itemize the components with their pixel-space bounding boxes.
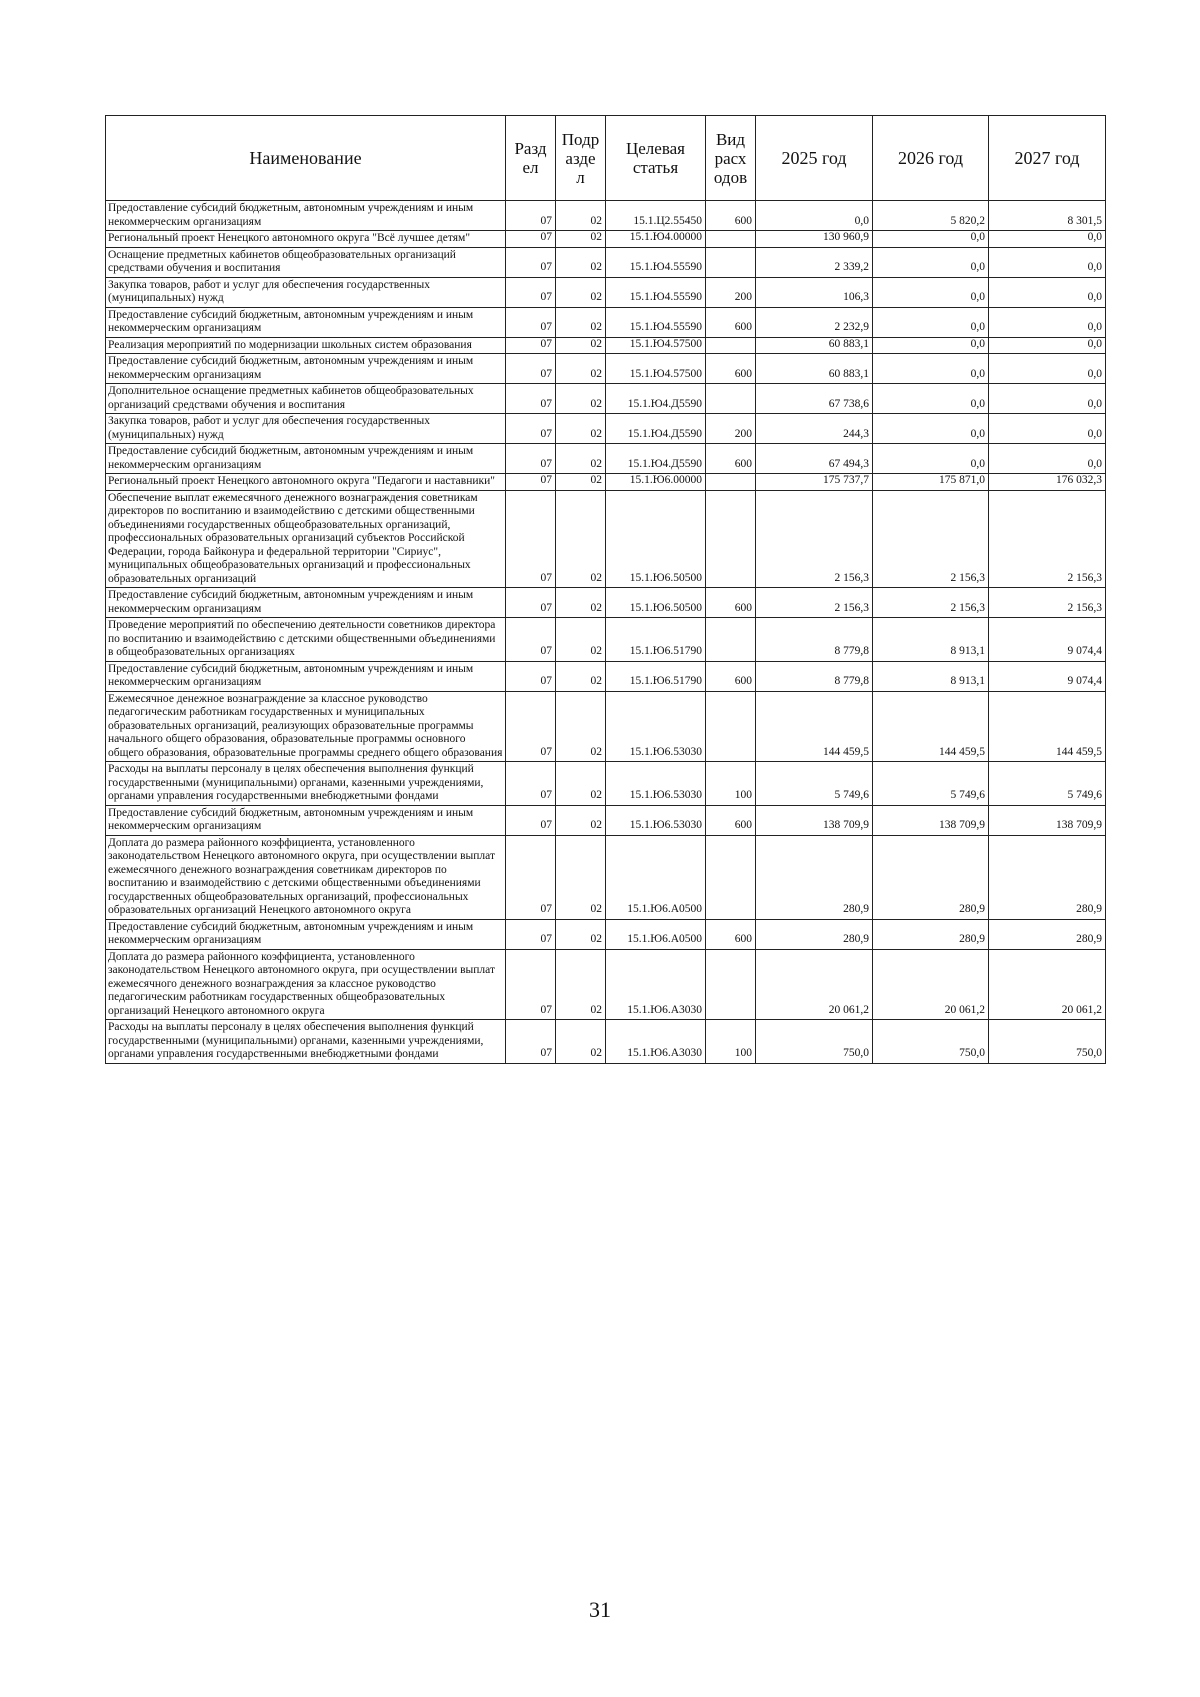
row-razdel: 07	[506, 661, 556, 691]
header-article-label: Целевая статья	[625, 139, 686, 177]
row-vid	[706, 490, 756, 588]
row-2026: 5 820,2	[873, 201, 989, 231]
header-razdel	[506, 116, 556, 201]
row-article: 15.1.Ю6.53030	[606, 805, 706, 835]
row-podrazdel: 02	[556, 588, 606, 618]
row-name: Обеспечение выплат ежемесячного денежного вознаграждения советникам директоров по воспитанию и взаимодействию с детскими общественными объединениями государственных общеобразовательных организаций, профессиональных образовательных организаций субъектов Российской Федерации, города Байконура и федеральной территории "Сириус", муниципальных общеобразовательных организаций и профессиональных образовательных организаций	[106, 490, 506, 588]
row-2025: 8 779,8	[756, 661, 873, 691]
row-2027: 2 156,3	[989, 490, 1106, 588]
table-row	[106, 919, 1106, 949]
row-vid: 600	[706, 307, 756, 337]
row-article: 15.1.Ю4.00000	[606, 231, 706, 248]
row-podrazdel: 02	[556, 490, 606, 588]
row-2027: 138 709,9	[989, 805, 1106, 835]
row-2026: 8 913,1	[873, 618, 989, 662]
row-2026: 0,0	[873, 307, 989, 337]
header-article	[606, 116, 706, 201]
row-name: Доплата до размера районного коэффициента, установленного законодательством Ненецкого автономного округа, при осуществлении выплат ежемесячного денежного вознаграждения советникам директоров по воспитанию и взаимодействию с детскими общественными объединениями государственных общеобразовательных организаций, профессиональных образовательных организаций Ненецкого автономного округа	[106, 835, 506, 919]
table-row	[106, 762, 1106, 806]
header-podrazdel	[556, 116, 606, 201]
row-name: Предоставление субсидий бюджетным, автономным учреждениям и иным некоммерческим организациям	[106, 307, 506, 337]
row-2025: 244,3	[756, 414, 873, 444]
row-article: 15.1.Ю6.50500	[606, 490, 706, 588]
table-header	[106, 116, 1106, 201]
table-row	[106, 444, 1106, 474]
row-2025: 2 232,9	[756, 307, 873, 337]
row-article: 15.1.Ю4.Д5590	[606, 444, 706, 474]
row-article: 15.1.Ю6.50500	[606, 588, 706, 618]
row-name: Закупка товаров, работ и услуг для обеспечения государственных (муниципальных) нужд	[106, 277, 506, 307]
row-2025: 0,0	[756, 201, 873, 231]
row-article: 15.1.Ю4.55590	[606, 307, 706, 337]
row-razdel: 07	[506, 337, 556, 354]
row-name: Расходы на выплаты персоналу в целях обеспечения выполнения функций государственными (муниципальными) органами, казенными учреждениями, органами управления государственными внебюджетными фондами	[106, 762, 506, 806]
row-article: 15.1.Ю6.А0500	[606, 835, 706, 919]
row-2027: 5 749,6	[989, 762, 1106, 806]
row-2025: 138 709,9	[756, 805, 873, 835]
row-podrazdel: 02	[556, 414, 606, 444]
table-row	[106, 588, 1106, 618]
row-2025: 67 738,6	[756, 384, 873, 414]
row-vid	[706, 231, 756, 248]
row-2026: 8 913,1	[873, 661, 989, 691]
row-2026: 138 709,9	[873, 805, 989, 835]
table-row	[106, 490, 1106, 588]
row-article: 15.1.Ю6.51790	[606, 661, 706, 691]
table-row	[106, 384, 1106, 414]
header-2026-label: 2026 год	[897, 147, 964, 168]
header-row	[106, 116, 1106, 201]
row-2027: 8 301,5	[989, 201, 1106, 231]
row-razdel: 07	[506, 919, 556, 949]
table-row	[106, 805, 1106, 835]
row-podrazdel: 02	[556, 762, 606, 806]
row-vid: 600	[706, 805, 756, 835]
row-razdel: 07	[506, 835, 556, 919]
row-podrazdel: 02	[556, 201, 606, 231]
row-vid: 200	[706, 414, 756, 444]
row-name: Предоставление субсидий бюджетным, автономным учреждениям и иным некоммерческим организациям	[106, 201, 506, 231]
row-2025: 130 960,9	[756, 231, 873, 248]
table-row	[106, 337, 1106, 354]
header-vid-label: Вид расх одов	[713, 129, 748, 187]
row-razdel: 07	[506, 1020, 556, 1064]
row-2025: 20 061,2	[756, 949, 873, 1020]
row-vid	[706, 247, 756, 277]
header-2025	[756, 116, 873, 201]
row-name: Предоставление субсидий бюджетным, автономным учреждениям и иным некоммерческим организациям	[106, 661, 506, 691]
row-2025: 60 883,1	[756, 337, 873, 354]
row-2027: 9 074,4	[989, 618, 1106, 662]
row-razdel: 07	[506, 277, 556, 307]
row-razdel: 07	[506, 354, 556, 384]
row-vid	[706, 474, 756, 491]
row-podrazdel: 02	[556, 691, 606, 762]
row-podrazdel: 02	[556, 661, 606, 691]
row-podrazdel: 02	[556, 444, 606, 474]
row-2027: 2 156,3	[989, 588, 1106, 618]
row-vid: 100	[706, 762, 756, 806]
table-row	[106, 354, 1106, 384]
row-name: Проведение мероприятий по обеспечению деятельности советников директора по воспитанию и взаимодействию с детскими общественными объединениями в общеобразовательных организациях	[106, 618, 506, 662]
row-article: 15.1.Ю4.Д5590	[606, 384, 706, 414]
header-podrazdel-label: Подр азде л	[561, 129, 600, 187]
row-podrazdel: 02	[556, 277, 606, 307]
row-article: 15.1.Ц2.55450	[606, 201, 706, 231]
header-name	[106, 116, 506, 201]
row-podrazdel: 02	[556, 384, 606, 414]
row-podrazdel: 02	[556, 618, 606, 662]
row-podrazdel: 02	[556, 1020, 606, 1064]
row-2026: 0,0	[873, 277, 989, 307]
row-2027: 280,9	[989, 919, 1106, 949]
row-2027: 20 061,2	[989, 949, 1106, 1020]
row-name: Предоставление субсидий бюджетным, автономным учреждениям и иным некоммерческим организациям	[106, 588, 506, 618]
row-podrazdel: 02	[556, 247, 606, 277]
row-vid: 600	[706, 354, 756, 384]
header-2025-label: 2025 год	[781, 147, 847, 168]
row-name: Региональный проект Ненецкого автономного округа "Всё лучшее детям"	[106, 231, 506, 248]
row-name: Предоставление субсидий бюджетным, автономным учреждениям и иным некоммерческим организациям	[106, 354, 506, 384]
table-row	[106, 835, 1106, 919]
row-2026: 144 459,5	[873, 691, 989, 762]
header-2026	[873, 116, 989, 201]
header-2027	[989, 116, 1106, 201]
row-article: 15.1.Ю4.55590	[606, 247, 706, 277]
row-podrazdel: 02	[556, 949, 606, 1020]
table-row	[106, 661, 1106, 691]
table-row	[106, 277, 1106, 307]
row-razdel: 07	[506, 384, 556, 414]
row-2027: 176 032,3	[989, 474, 1106, 491]
row-2026: 0,0	[873, 384, 989, 414]
row-2025: 106,3	[756, 277, 873, 307]
row-razdel: 07	[506, 231, 556, 248]
row-2026: 0,0	[873, 414, 989, 444]
row-article: 15.1.Ю6.А0500	[606, 919, 706, 949]
row-podrazdel: 02	[556, 805, 606, 835]
row-2027: 9 074,4	[989, 661, 1106, 691]
row-2026: 5 749,6	[873, 762, 989, 806]
header-name-label: Наименование	[249, 147, 362, 168]
row-2026: 0,0	[873, 354, 989, 384]
row-podrazdel: 02	[556, 835, 606, 919]
row-name: Реализация мероприятий по модернизации школьных систем образования	[106, 337, 506, 354]
row-article: 15.1.Ю6.А3030	[606, 949, 706, 1020]
row-2025: 175 737,7	[756, 474, 873, 491]
row-2027: 0,0	[989, 247, 1106, 277]
row-razdel: 07	[506, 588, 556, 618]
table-body	[106, 201, 1106, 1064]
table-row	[106, 949, 1106, 1020]
row-2025: 60 883,1	[756, 354, 873, 384]
row-razdel: 07	[506, 618, 556, 662]
table-row	[106, 247, 1106, 277]
row-name: Расходы на выплаты персоналу в целях обеспечения выполнения функций государственными (муниципальными) органами, казенными учреждениями, органами управления государственными внебюджетными фондами	[106, 1020, 506, 1064]
row-podrazdel: 02	[556, 354, 606, 384]
row-podrazdel: 02	[556, 919, 606, 949]
page-number: 31	[589, 1597, 611, 1622]
row-2026: 20 061,2	[873, 949, 989, 1020]
row-vid: 200	[706, 277, 756, 307]
row-razdel: 07	[506, 691, 556, 762]
row-2027: 750,0	[989, 1020, 1106, 1064]
row-2027: 0,0	[989, 337, 1106, 354]
row-2026: 0,0	[873, 444, 989, 474]
table-row	[106, 474, 1106, 491]
row-article: 15.1.Ю4.55590	[606, 277, 706, 307]
table-row	[106, 231, 1106, 248]
header-2027-label: 2027 год	[1014, 147, 1080, 168]
table-row	[106, 1020, 1106, 1064]
row-podrazdel: 02	[556, 307, 606, 337]
row-article: 15.1.Ю6.00000	[606, 474, 706, 491]
row-2026: 0,0	[873, 231, 989, 248]
row-razdel: 07	[506, 201, 556, 231]
row-2027: 0,0	[989, 384, 1106, 414]
row-2027: 0,0	[989, 414, 1106, 444]
row-2027: 144 459,5	[989, 691, 1106, 762]
row-article: 15.1.Ю4.57500	[606, 354, 706, 384]
row-article: 15.1.Ю6.53030	[606, 762, 706, 806]
row-name: Предоставление субсидий бюджетным, автономным учреждениям и иным некоммерческим организациям	[106, 805, 506, 835]
row-razdel: 07	[506, 307, 556, 337]
row-2026: 175 871,0	[873, 474, 989, 491]
row-2026: 0,0	[873, 337, 989, 354]
row-2025: 67 494,3	[756, 444, 873, 474]
row-article: 15.1.Ю6.А3030	[606, 1020, 706, 1064]
row-razdel: 07	[506, 805, 556, 835]
row-podrazdel: 02	[556, 337, 606, 354]
row-razdel: 07	[506, 490, 556, 588]
row-vid: 600	[706, 661, 756, 691]
table-row	[106, 618, 1106, 662]
row-vid	[706, 691, 756, 762]
row-2027: 0,0	[989, 307, 1106, 337]
row-name: Предоставление субсидий бюджетным, автономным учреждениям и иным некоммерческим организациям	[106, 919, 506, 949]
row-article: 15.1.Ю4.57500	[606, 337, 706, 354]
table-row	[106, 691, 1106, 762]
row-vid	[706, 949, 756, 1020]
row-2026: 2 156,3	[873, 588, 989, 618]
row-article: 15.1.Ю6.51790	[606, 618, 706, 662]
row-vid	[706, 618, 756, 662]
table-row	[106, 307, 1106, 337]
row-2026: 750,0	[873, 1020, 989, 1064]
row-2026: 280,9	[873, 919, 989, 949]
row-vid: 600	[706, 588, 756, 618]
row-2027: 0,0	[989, 354, 1106, 384]
row-2027: 0,0	[989, 444, 1106, 474]
row-2025: 750,0	[756, 1020, 873, 1064]
row-vid	[706, 384, 756, 414]
row-2026: 280,9	[873, 835, 989, 919]
row-razdel: 07	[506, 474, 556, 491]
row-2025: 2 156,3	[756, 588, 873, 618]
row-name: Ежемесячное денежное вознаграждение за классное руководство педагогическим работникам государственных и муниципальных образовательных организаций, реализующих образовательные программы начального общего образования, образовательные программы основного общего образования, образовательные программы среднего общего образования	[106, 691, 506, 762]
row-name: Оснащение предметных кабинетов общеобразовательных организаций средствами обучения и воспитания	[106, 247, 506, 277]
row-article: 15.1.Ю6.53030	[606, 691, 706, 762]
row-2027: 0,0	[989, 231, 1106, 248]
row-podrazdel: 02	[556, 231, 606, 248]
row-vid: 600	[706, 444, 756, 474]
row-2025: 2 156,3	[756, 490, 873, 588]
row-2027: 280,9	[989, 835, 1106, 919]
row-2025: 280,9	[756, 835, 873, 919]
row-2025: 8 779,8	[756, 618, 873, 662]
row-name: Закупка товаров, работ и услуг для обеспечения государственных (муниципальных) нужд	[106, 414, 506, 444]
row-vid	[706, 835, 756, 919]
row-2025: 280,9	[756, 919, 873, 949]
budget-table	[105, 115, 1106, 1064]
row-razdel: 07	[506, 414, 556, 444]
row-article: 15.1.Ю4.Д5590	[606, 414, 706, 444]
table-row	[106, 201, 1106, 231]
row-razdel: 07	[506, 949, 556, 1020]
row-2026: 2 156,3	[873, 490, 989, 588]
header-razdel-label: Разд ел	[514, 139, 547, 177]
header-vid	[706, 116, 756, 201]
row-2025: 144 459,5	[756, 691, 873, 762]
row-2026: 0,0	[873, 247, 989, 277]
row-2027: 0,0	[989, 277, 1106, 307]
row-razdel: 07	[506, 762, 556, 806]
row-podrazdel: 02	[556, 474, 606, 491]
row-name: Региональный проект Ненецкого автономного округа "Педагоги и наставники"	[106, 474, 506, 491]
row-name: Доплата до размера районного коэффициента, установленного законодательством Ненецкого автономного округа, при осуществлении выплат ежемесячного денежного вознаграждения за классное руководство педагогическим работникам государственных общеобразовательных организаций Ненецкого автономного округа	[106, 949, 506, 1020]
row-2025: 2 339,2	[756, 247, 873, 277]
row-2025: 5 749,6	[756, 762, 873, 806]
row-vid: 100	[706, 1020, 756, 1064]
row-name: Дополнительное оснащение предметных кабинетов общеобразовательных организаций средствами обучения и воспитания	[106, 384, 506, 414]
row-vid: 600	[706, 201, 756, 231]
row-vid	[706, 337, 756, 354]
row-vid: 600	[706, 919, 756, 949]
row-name: Предоставление субсидий бюджетным, автономным учреждениям и иным некоммерческим организациям	[106, 444, 506, 474]
row-razdel: 07	[506, 444, 556, 474]
row-razdel: 07	[506, 247, 556, 277]
table-row	[106, 414, 1106, 444]
